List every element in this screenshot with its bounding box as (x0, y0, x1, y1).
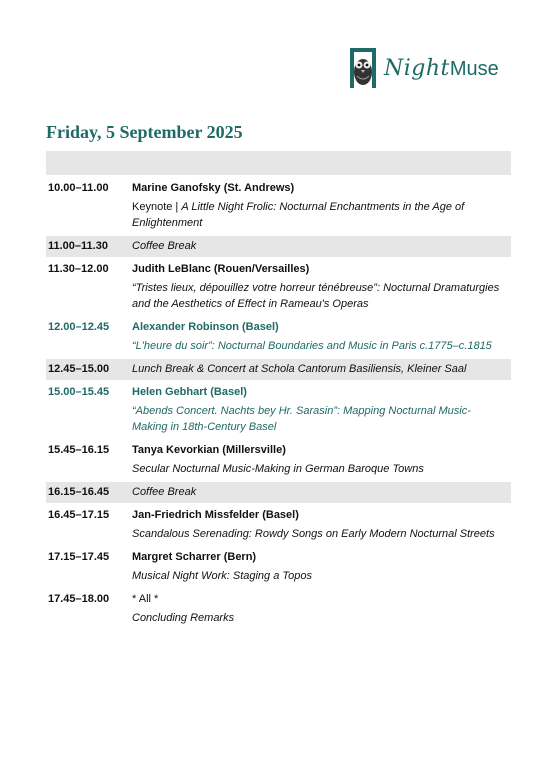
session-talk (132, 361, 505, 377)
session-speaker: Helen Gebhart (Basel) (132, 386, 247, 398)
schedule-row (46, 359, 511, 380)
session-time: 17.15–17.45 (48, 551, 110, 563)
session-time: 17.45–18.00 (48, 593, 110, 605)
session-talk (132, 461, 505, 477)
session-details (132, 591, 511, 626)
session-speaker: Jan-Friedrich Missfelder (Basel) (132, 509, 299, 521)
schedule-header-band (46, 151, 511, 175)
schedule-row (46, 547, 511, 587)
session-title: Scandalous Serenading: Rowdy Songs on Early Modern Nocturnal Streets (132, 528, 495, 540)
session-speaker: Tanya Kevorkian (Millersville) (132, 444, 286, 456)
session-title: “Tristes lieux, dépouillez votre horreur ténébreuse”: Nocturnal Dramaturgies and the Aesthetics of Effect in Rameau's Operas (132, 282, 500, 310)
schedule-row (46, 382, 511, 438)
schedule-row (46, 236, 511, 257)
session-time: 12.45–15.00 (48, 363, 110, 375)
session-speaker: Judith LeBlanc (Rouen/Versailles) (132, 263, 310, 275)
session-title: Secular Nocturnal Music-Making in German Baroque Towns (132, 463, 424, 475)
session-talk (132, 280, 505, 312)
nightmuse-logo (348, 46, 499, 90)
session-talk (132, 238, 505, 254)
session-details (132, 238, 511, 254)
session-title: “Abends Concert. Nachts bey Hr. Sarasin”: Mapping Nocturnal Music-Making in 18th-Century Basel (132, 405, 471, 433)
session-time: 11.30–12.00 (48, 263, 109, 275)
session-speaker: Margret Scharrer (Bern) (132, 551, 257, 563)
session-speaker: * All * (132, 593, 159, 605)
session-time: 16.15–16.45 (48, 486, 110, 498)
session-details (132, 484, 511, 500)
session-talk (132, 338, 505, 354)
session-time: 12.00–12.45 (48, 321, 110, 333)
session-details (132, 261, 511, 312)
logo-word-night: Night (384, 55, 450, 81)
session-type-prefix: Keynote | (132, 201, 182, 213)
session-talk (132, 484, 505, 500)
session-details (132, 361, 511, 377)
schedule-row (46, 178, 511, 234)
session-details (132, 549, 511, 584)
session-time: 15.00–15.45 (48, 386, 110, 398)
session-speaker: Marine Ganofsky (St. Andrews) (132, 182, 295, 194)
schedule-row (46, 482, 511, 503)
session-time: 10.00–11.00 (48, 182, 109, 194)
session-title: “L'heure du soir”: Nocturnal Boundaries and Music in Paris c.1775–c.1815 (132, 340, 492, 352)
session-talk (132, 610, 505, 626)
schedule-row (46, 259, 511, 315)
schedule-table (46, 178, 511, 631)
owl-logo-icon (348, 48, 378, 88)
session-title: Musical Night Work: Staging a Topos (132, 570, 312, 582)
logo-word-muse: Muse (449, 57, 499, 80)
session-title: Coffee Break (132, 486, 197, 498)
schedule-row (46, 505, 511, 545)
session-speaker: Alexander Robinson (Basel) (132, 321, 279, 333)
session-time: 16.45–17.15 (48, 509, 110, 521)
schedule-row (46, 589, 511, 629)
session-details (132, 507, 511, 542)
session-talk (132, 526, 505, 542)
session-title: A Little Night Frolic: Nocturnal Enchantments in the Age of Enlightenment (132, 201, 465, 229)
session-title: Lunch Break & Concert at Schola Cantorum Basiliensis, Kleiner Saal (132, 363, 467, 375)
schedule-row (46, 440, 511, 480)
session-details (132, 319, 511, 354)
session-talk (132, 403, 505, 435)
session-talk (132, 199, 505, 231)
session-details (132, 384, 511, 435)
session-details (132, 180, 511, 231)
session-time: 11.00–11.30 (48, 240, 108, 252)
session-title: Concluding Remarks (132, 612, 235, 624)
logo-wordmark (384, 56, 499, 81)
session-title: Coffee Break (132, 240, 197, 252)
page-title: Friday, 5 September 2025 (46, 122, 243, 142)
session-talk (132, 568, 505, 584)
session-time: 15.45–16.15 (48, 444, 110, 456)
schedule-row (46, 317, 511, 357)
session-details (132, 442, 511, 477)
